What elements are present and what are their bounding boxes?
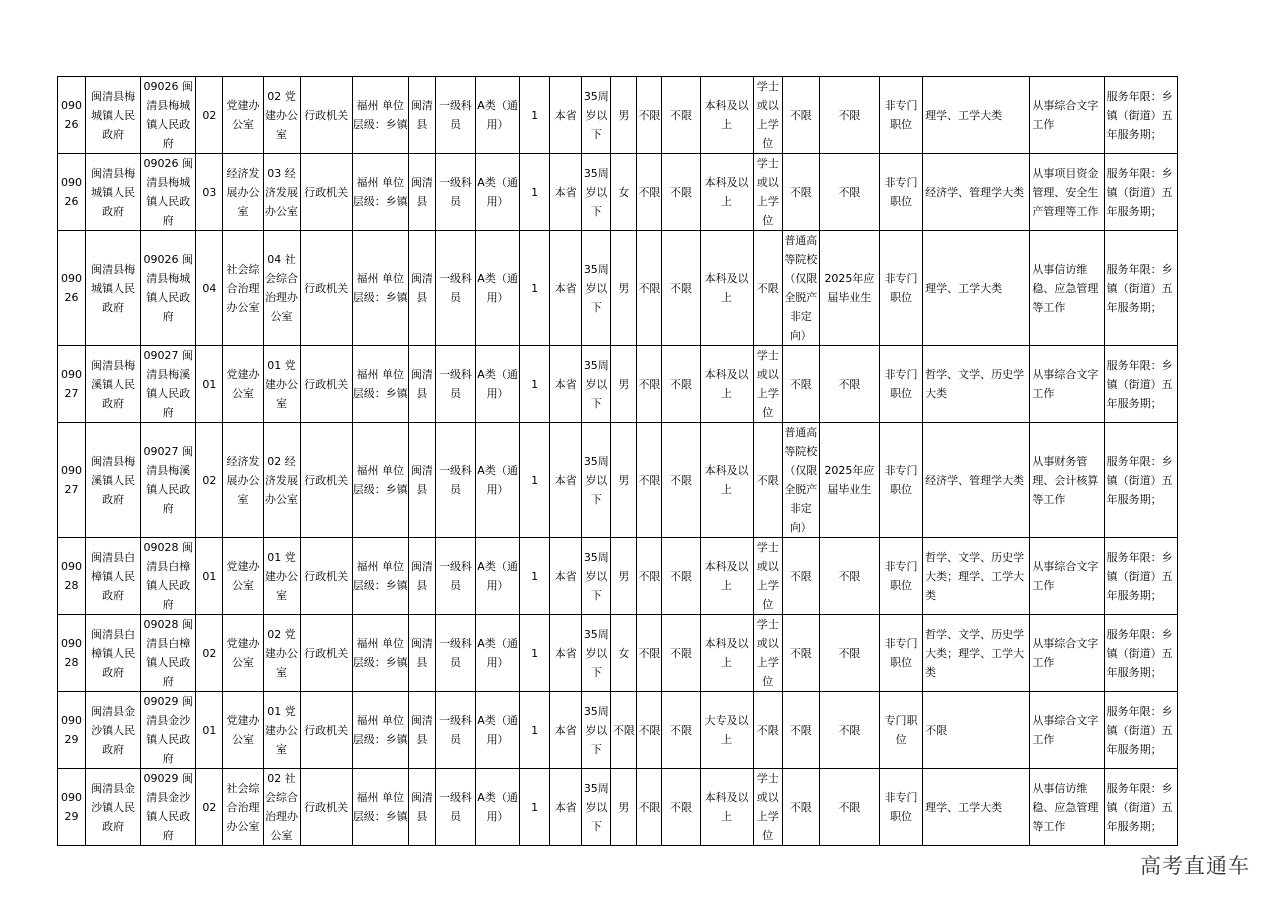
cell-headcount: 1 [520, 692, 550, 769]
cell-education: 大专及以上 [700, 692, 753, 769]
cell-education: 本科及以上 [700, 231, 753, 346]
cell-remarks: 服务年限：乡镇（街道）五年服务期； [1104, 423, 1177, 538]
cell-agency-name: 闽清县金沙镇人民政府 [86, 692, 141, 769]
cell-position-code: 09027 [58, 423, 86, 538]
cell-department-full: 01 党建办公室 [263, 692, 300, 769]
cell-county: 闽清县 [408, 346, 435, 423]
cell-department: 经济发展办公室 [223, 423, 263, 538]
cell-age-limit: 35周岁以下 [582, 423, 611, 538]
cell-position-code: 09026 [58, 77, 86, 154]
cell-remarks: 服务年限：乡镇（街道）五年服务期； [1104, 692, 1177, 769]
table-row [58, 231, 1178, 346]
cell-age-limit: 35周岁以下 [582, 538, 611, 615]
cell-position-code: 09028 [58, 615, 86, 692]
cell-political-status: 不限 [637, 77, 662, 154]
cell-department-full: 01 党建办公室 [263, 346, 300, 423]
cell-school-type: 不限 [782, 77, 819, 154]
cell-household-origin: 本省 [550, 346, 582, 423]
cell-political-status: 不限 [637, 346, 662, 423]
cell-age-limit: 35周岁以下 [582, 77, 611, 154]
cell-unit-level: 福州 单位层级：乡镇 [352, 231, 408, 346]
cell-household-origin: 本省 [550, 77, 582, 154]
cell-work-experience: 不限 [662, 423, 700, 538]
cell-agency-full-name: 09027 闽清县梅溪镇人民政府 [141, 423, 196, 538]
cell-remarks: 服务年限：乡镇（街道）五年服务期； [1104, 231, 1177, 346]
cell-county: 闽清县 [408, 692, 435, 769]
cell-agency-name: 闽清县梅城镇人民政府 [86, 77, 141, 154]
cell-gender: 男 [611, 769, 637, 846]
cell-unit-level: 福州 单位层级：乡镇 [352, 615, 408, 692]
cell-gender: 男 [611, 231, 637, 346]
cell-position-type: 专门职位 [880, 692, 923, 769]
table-row [58, 423, 1178, 538]
cell-graduate-status: 不限 [819, 615, 879, 692]
cell-position-number: 02 [196, 423, 223, 538]
cell-position-number: 01 [196, 538, 223, 615]
cell-political-status: 不限 [637, 154, 662, 231]
cell-position-number: 03 [196, 154, 223, 231]
cell-agency-name: 闽清县白樟镇人民政府 [86, 615, 141, 692]
cell-work-experience: 不限 [662, 615, 700, 692]
cell-education: 本科及以上 [700, 538, 753, 615]
cell-county: 闽清县 [408, 538, 435, 615]
cell-position-type: 非专门职位 [880, 615, 923, 692]
cell-household-origin: 本省 [550, 231, 582, 346]
cell-agency-name: 闽清县金沙镇人民政府 [86, 769, 141, 846]
cell-exam-category: A类（通用） [476, 423, 520, 538]
cell-gender: 不限 [611, 692, 637, 769]
cell-school-type: 普通高等院校（仅限全脱产非定向） [782, 231, 819, 346]
cell-work-experience: 不限 [662, 538, 700, 615]
cell-agency-full-name: 09026 闽清县梅城镇人民政府 [141, 154, 196, 231]
cell-education: 本科及以上 [700, 154, 753, 231]
cell-agency-type: 行政机关 [300, 769, 352, 846]
cell-agency-full-name: 09029 闽清县金沙镇人民政府 [141, 692, 196, 769]
cell-agency-name: 闽清县梅城镇人民政府 [86, 154, 141, 231]
cell-job-duties: 从事综合文字工作 [1030, 346, 1104, 423]
cell-department-full: 02 经济发展办公室 [263, 423, 300, 538]
cell-political-status: 不限 [637, 692, 662, 769]
cell-gender: 男 [611, 538, 637, 615]
cell-department: 党建办公室 [223, 615, 263, 692]
cell-remarks: 服务年限：乡镇（街道）五年服务期； [1104, 615, 1177, 692]
cell-graduate-status: 2025年应届毕业生 [819, 231, 879, 346]
cell-household-origin: 本省 [550, 154, 582, 231]
cell-work-experience: 不限 [662, 769, 700, 846]
cell-headcount: 1 [520, 346, 550, 423]
cell-education: 本科及以上 [700, 346, 753, 423]
cell-exam-category: A类（通用） [476, 154, 520, 231]
table-row [58, 615, 1178, 692]
cell-position-type: 非专门职位 [880, 77, 923, 154]
cell-job-duties: 从事综合文字工作 [1030, 77, 1104, 154]
cell-major: 理学、工学大类 [923, 231, 1030, 346]
cell-agency-type: 行政机关 [300, 615, 352, 692]
cell-school-type: 普通高等院校（仅限全脱产非定向） [782, 423, 819, 538]
cell-county: 闽清县 [408, 154, 435, 231]
cell-agency-type: 行政机关 [300, 231, 352, 346]
cell-degree: 学士或以上学位 [753, 154, 782, 231]
table-row [58, 692, 1178, 769]
cell-school-type: 不限 [782, 154, 819, 231]
cell-position-type: 非专门职位 [880, 423, 923, 538]
cell-degree: 不限 [753, 423, 782, 538]
cell-position-title: 一级科员 [435, 538, 475, 615]
cell-agency-full-name: 09027 闽清县梅溪镇人民政府 [141, 346, 196, 423]
cell-agency-full-name: 09029 闽清县金沙镇人民政府 [141, 769, 196, 846]
cell-household-origin: 本省 [550, 423, 582, 538]
cell-unit-level: 福州 单位层级：乡镇 [352, 692, 408, 769]
cell-age-limit: 35周岁以下 [582, 154, 611, 231]
cell-job-duties: 从事项目资金管理、安全生产管理等工作 [1030, 154, 1104, 231]
cell-exam-category: A类（通用） [476, 615, 520, 692]
cell-headcount: 1 [520, 615, 550, 692]
cell-major: 哲学、文学、历史学大类；理学、工学大类 [923, 538, 1030, 615]
table-body [58, 77, 1178, 846]
cell-graduate-status: 2025年应届毕业生 [819, 423, 879, 538]
cell-exam-category: A类（通用） [476, 231, 520, 346]
cell-age-limit: 35周岁以下 [582, 692, 611, 769]
cell-major: 经济学、管理学大类 [923, 154, 1030, 231]
cell-agency-name: 闽清县梅城镇人民政府 [86, 231, 141, 346]
cell-exam-category: A类（通用） [476, 769, 520, 846]
cell-department: 党建办公室 [223, 77, 263, 154]
cell-department: 经济发展办公室 [223, 154, 263, 231]
cell-education: 本科及以上 [700, 423, 753, 538]
cell-gender: 女 [611, 154, 637, 231]
cell-exam-category: A类（通用） [476, 346, 520, 423]
recruitment-table [57, 76, 1178, 846]
cell-agency-full-name: 09026 闽清县梅城镇人民政府 [141, 77, 196, 154]
cell-department: 党建办公室 [223, 538, 263, 615]
cell-job-duties: 从事综合文字工作 [1030, 538, 1104, 615]
cell-political-status: 不限 [637, 615, 662, 692]
cell-household-origin: 本省 [550, 615, 582, 692]
cell-position-title: 一级科员 [435, 231, 475, 346]
cell-major: 哲学、文学、历史学大类；理学、工学大类 [923, 615, 1030, 692]
cell-degree: 学士或以上学位 [753, 615, 782, 692]
cell-position-title: 一级科员 [435, 154, 475, 231]
cell-graduate-status: 不限 [819, 346, 879, 423]
cell-headcount: 1 [520, 538, 550, 615]
cell-agency-full-name: 09028 闽清县白樟镇人民政府 [141, 538, 196, 615]
cell-remarks: 服务年限：乡镇（街道）五年服务期； [1104, 346, 1177, 423]
cell-age-limit: 35周岁以下 [582, 346, 611, 423]
cell-education: 本科及以上 [700, 77, 753, 154]
cell-school-type: 不限 [782, 769, 819, 846]
cell-headcount: 1 [520, 231, 550, 346]
cell-agency-type: 行政机关 [300, 423, 352, 538]
cell-gender: 男 [611, 346, 637, 423]
cell-county: 闽清县 [408, 231, 435, 346]
cell-position-number: 02 [196, 769, 223, 846]
cell-department-full: 02 社会综合治理办公室 [263, 769, 300, 846]
cell-position-number: 01 [196, 692, 223, 769]
cell-position-title: 一级科员 [435, 423, 475, 538]
cell-department-full: 01 党建办公室 [263, 538, 300, 615]
cell-department: 党建办公室 [223, 692, 263, 769]
cell-unit-level: 福州 单位层级：乡镇 [352, 423, 408, 538]
cell-department: 党建办公室 [223, 346, 263, 423]
table-row [58, 77, 1178, 154]
watermark: 高考直通车 [1140, 854, 1250, 878]
cell-position-code: 09026 [58, 154, 86, 231]
cell-job-duties: 从事信访维稳、应急管理等工作 [1030, 769, 1104, 846]
cell-gender: 女 [611, 615, 637, 692]
cell-county: 闽清县 [408, 423, 435, 538]
cell-graduate-status: 不限 [819, 154, 879, 231]
cell-gender: 男 [611, 77, 637, 154]
table-row [58, 154, 1178, 231]
cell-education: 本科及以上 [700, 769, 753, 846]
cell-agency-type: 行政机关 [300, 77, 352, 154]
cell-school-type: 不限 [782, 615, 819, 692]
cell-job-duties: 从事信访维稳、应急管理等工作 [1030, 231, 1104, 346]
cell-unit-level: 福州 单位层级：乡镇 [352, 538, 408, 615]
cell-degree: 不限 [753, 692, 782, 769]
cell-position-number: 02 [196, 77, 223, 154]
cell-department-full: 02 党建办公室 [263, 615, 300, 692]
cell-agency-type: 行政机关 [300, 346, 352, 423]
cell-headcount: 1 [520, 154, 550, 231]
cell-agency-type: 行政机关 [300, 692, 352, 769]
cell-major: 哲学、文学、历史学大类 [923, 346, 1030, 423]
cell-degree: 不限 [753, 231, 782, 346]
cell-household-origin: 本省 [550, 769, 582, 846]
cell-county: 闽清县 [408, 615, 435, 692]
cell-position-number: 01 [196, 346, 223, 423]
cell-headcount: 1 [520, 423, 550, 538]
cell-position-type: 非专门职位 [880, 346, 923, 423]
cell-position-title: 一级科员 [435, 615, 475, 692]
cell-political-status: 不限 [637, 769, 662, 846]
cell-exam-category: A类（通用） [476, 538, 520, 615]
cell-unit-level: 福州 单位层级：乡镇 [352, 769, 408, 846]
cell-remarks: 服务年限：乡镇（街道）五年服务期； [1104, 769, 1177, 846]
cell-age-limit: 35周岁以下 [582, 231, 611, 346]
cell-school-type: 不限 [782, 538, 819, 615]
cell-job-duties: 从事财务管理、会计核算等工作 [1030, 423, 1104, 538]
cell-position-number: 04 [196, 231, 223, 346]
cell-degree: 学士或以上学位 [753, 769, 782, 846]
table-row [58, 769, 1178, 846]
cell-position-code: 09029 [58, 769, 86, 846]
cell-political-status: 不限 [637, 231, 662, 346]
cell-position-number: 02 [196, 615, 223, 692]
table-row [58, 538, 1178, 615]
cell-county: 闽清县 [408, 77, 435, 154]
cell-degree: 学士或以上学位 [753, 346, 782, 423]
cell-agency-full-name: 09026 闽清县梅城镇人民政府 [141, 231, 196, 346]
cell-exam-category: A类（通用） [476, 692, 520, 769]
cell-graduate-status: 不限 [819, 692, 879, 769]
cell-department-full: 02 党建办公室 [263, 77, 300, 154]
cell-position-type: 非专门职位 [880, 538, 923, 615]
cell-unit-level: 福州 单位层级：乡镇 [352, 77, 408, 154]
cell-agency-name: 闽清县梅溪镇人民政府 [86, 346, 141, 423]
cell-unit-level: 福州 单位层级：乡镇 [352, 346, 408, 423]
cell-political-status: 不限 [637, 538, 662, 615]
cell-department-full: 03 经济发展办公室 [263, 154, 300, 231]
cell-major: 理学、工学大类 [923, 769, 1030, 846]
cell-position-title: 一级科员 [435, 77, 475, 154]
cell-major: 不限 [923, 692, 1030, 769]
cell-political-status: 不限 [637, 423, 662, 538]
cell-position-code: 09026 [58, 231, 86, 346]
cell-headcount: 1 [520, 77, 550, 154]
cell-job-duties: 从事综合文字工作 [1030, 615, 1104, 692]
cell-agency-type: 行政机关 [300, 154, 352, 231]
cell-department: 社会综合治理办公室 [223, 769, 263, 846]
cell-position-type: 非专门职位 [880, 231, 923, 346]
cell-unit-level: 福州 单位层级：乡镇 [352, 154, 408, 231]
cell-headcount: 1 [520, 769, 550, 846]
cell-department: 社会综合治理办公室 [223, 231, 263, 346]
cell-position-title: 一级科员 [435, 346, 475, 423]
cell-position-code: 09029 [58, 692, 86, 769]
cell-school-type: 不限 [782, 346, 819, 423]
cell-department-full: 04 社会综合治理办公室 [263, 231, 300, 346]
cell-major: 理学、工学大类 [923, 77, 1030, 154]
cell-degree: 学士或以上学位 [753, 77, 782, 154]
cell-school-type: 不限 [782, 692, 819, 769]
cell-remarks: 服务年限：乡镇（街道）五年服务期； [1104, 538, 1177, 615]
cell-work-experience: 不限 [662, 346, 700, 423]
cell-work-experience: 不限 [662, 154, 700, 231]
cell-position-title: 一级科员 [435, 692, 475, 769]
cell-gender: 男 [611, 423, 637, 538]
cell-remarks: 服务年限：乡镇（街道）五年服务期； [1104, 154, 1177, 231]
cell-education: 本科及以上 [700, 615, 753, 692]
cell-degree: 学士或以上学位 [753, 538, 782, 615]
cell-graduate-status: 不限 [819, 77, 879, 154]
cell-age-limit: 35周岁以下 [582, 769, 611, 846]
cell-agency-full-name: 09028 闽清县白樟镇人民政府 [141, 615, 196, 692]
cell-household-origin: 本省 [550, 692, 582, 769]
cell-job-duties: 从事综合文字工作 [1030, 692, 1104, 769]
cell-position-code: 09028 [58, 538, 86, 615]
cell-household-origin: 本省 [550, 538, 582, 615]
cell-county: 闽清县 [408, 769, 435, 846]
cell-work-experience: 不限 [662, 692, 700, 769]
cell-remarks: 服务年限：乡镇（街道）五年服务期； [1104, 77, 1177, 154]
cell-work-experience: 不限 [662, 231, 700, 346]
cell-graduate-status: 不限 [819, 769, 879, 846]
cell-work-experience: 不限 [662, 77, 700, 154]
cell-exam-category: A类（通用） [476, 77, 520, 154]
table-row [58, 346, 1178, 423]
cell-agency-name: 闽清县梅溪镇人民政府 [86, 423, 141, 538]
cell-position-code: 09027 [58, 346, 86, 423]
cell-agency-type: 行政机关 [300, 538, 352, 615]
cell-position-type: 非专门职位 [880, 769, 923, 846]
cell-position-title: 一级科员 [435, 769, 475, 846]
cell-major: 经济学、管理学大类 [923, 423, 1030, 538]
cell-age-limit: 35周岁以下 [582, 615, 611, 692]
cell-position-type: 非专门职位 [880, 154, 923, 231]
cell-agency-name: 闽清县白樟镇人民政府 [86, 538, 141, 615]
cell-graduate-status: 不限 [819, 538, 879, 615]
